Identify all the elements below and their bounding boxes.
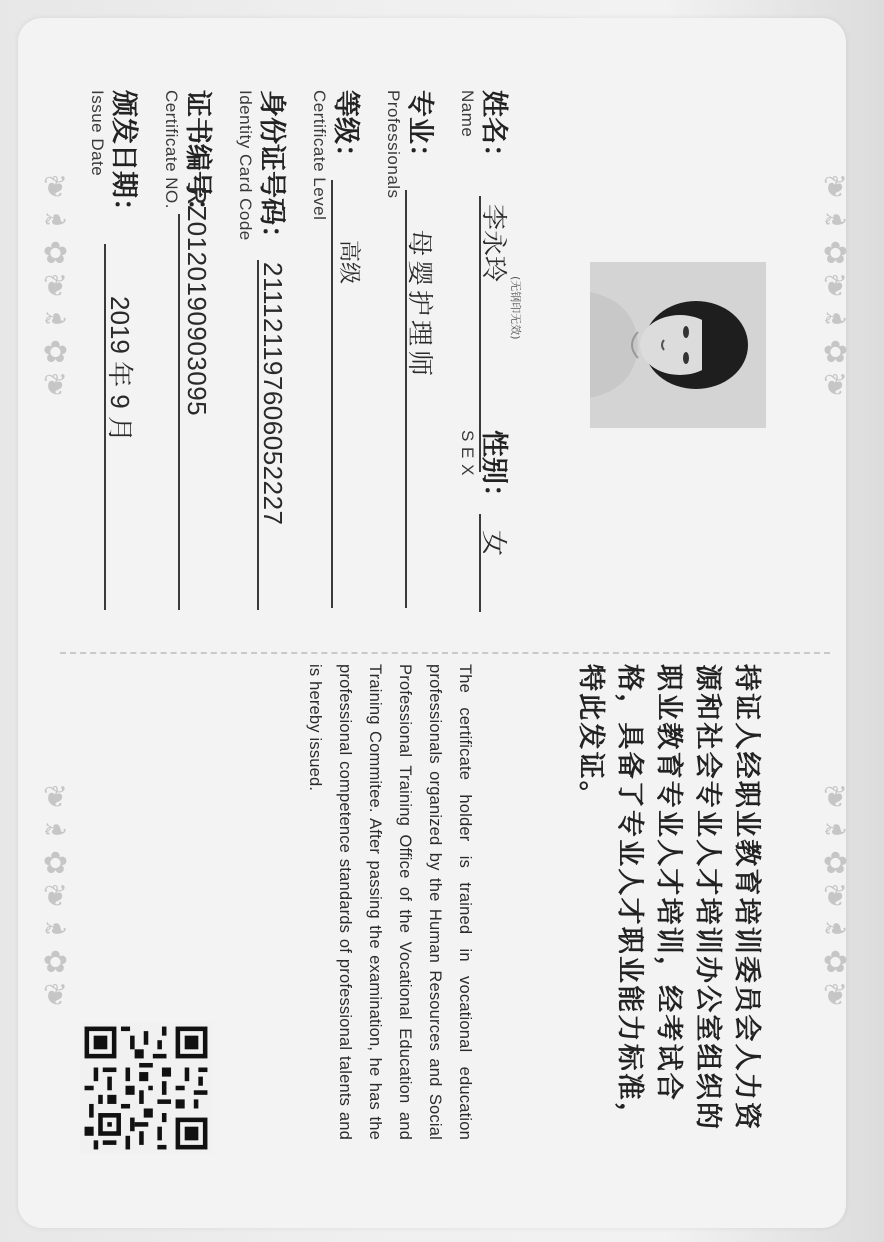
cert-no-underline	[178, 214, 180, 610]
statement-chinese: 持证人经职业教育培训委员会人力资源和社会专业人才培训办公室组织的职业教育专业人才培训，经考试合格，具备了专业人才职业能力标准，特此发证。	[575, 664, 762, 1132]
portrait-image	[590, 262, 766, 428]
level-label-en: Certificate Level	[310, 90, 329, 221]
name-label-en: Name	[458, 90, 477, 138]
professional-label-en: Professionals	[384, 90, 403, 199]
qr-code-icon	[80, 1022, 212, 1154]
professional-value: 母婴护理师	[404, 230, 434, 381]
name-label-cn: 姓名：	[478, 90, 509, 171]
sex-label-en: S E X	[458, 430, 477, 476]
ornament-top-left: ❦❧✿❦❧✿❦	[38, 170, 73, 401]
cert-no-value: RZ0120190903095	[182, 186, 212, 417]
id-card-value: 211121197606052227	[258, 262, 288, 526]
sex-underline	[479, 514, 481, 612]
ornament-top-right: ❦❧✿❦❧✿❦	[818, 170, 853, 401]
professional-label-cn: 专业：	[404, 90, 435, 171]
sex-field	[457, 430, 516, 511]
ornament-bottom-right: ❦❧✿❦❧✿❦	[818, 780, 853, 1011]
ornament-bottom-left: ❦❧✿❦❧✿❦	[38, 780, 73, 1011]
id-card-label-cn: 身份证号码：	[256, 90, 287, 252]
level-label-cn: 等级：	[330, 90, 361, 171]
no-seal-invalid-note: (无钢印无效)	[509, 276, 522, 340]
cert-no-label-en: Certificate NO.	[162, 90, 181, 209]
issue-date-value: 2019 年 9 月	[105, 296, 135, 442]
issue-date-label-cn: 颁发日期：	[108, 90, 139, 225]
professional-field	[383, 90, 442, 199]
cert-no-label-cn: 证书编号：	[182, 90, 213, 225]
sex-value: 女	[478, 530, 508, 557]
name-value: 李永玲	[478, 204, 508, 283]
issue-date-field	[87, 90, 146, 225]
level-field	[309, 90, 368, 220]
statement-english: The certificate holder is trained in vocational education professionals organized by the Human Resources and Social Professional Training Office of the Vocational Education and Training Commitee. After passing the examination, he has the professional competence standards of professional talents and is hereby issued.	[306, 664, 474, 1140]
id-card-field	[235, 90, 294, 252]
level-value: 高级	[336, 240, 361, 285]
name-field	[457, 90, 516, 171]
id-card-label-en: Identity Card Code	[236, 90, 255, 241]
sex-label-cn: 性别：	[478, 430, 509, 511]
issue-date-label-en: Issue Date	[88, 90, 107, 177]
portrait-photo	[590, 262, 766, 428]
level-underline	[331, 180, 333, 608]
